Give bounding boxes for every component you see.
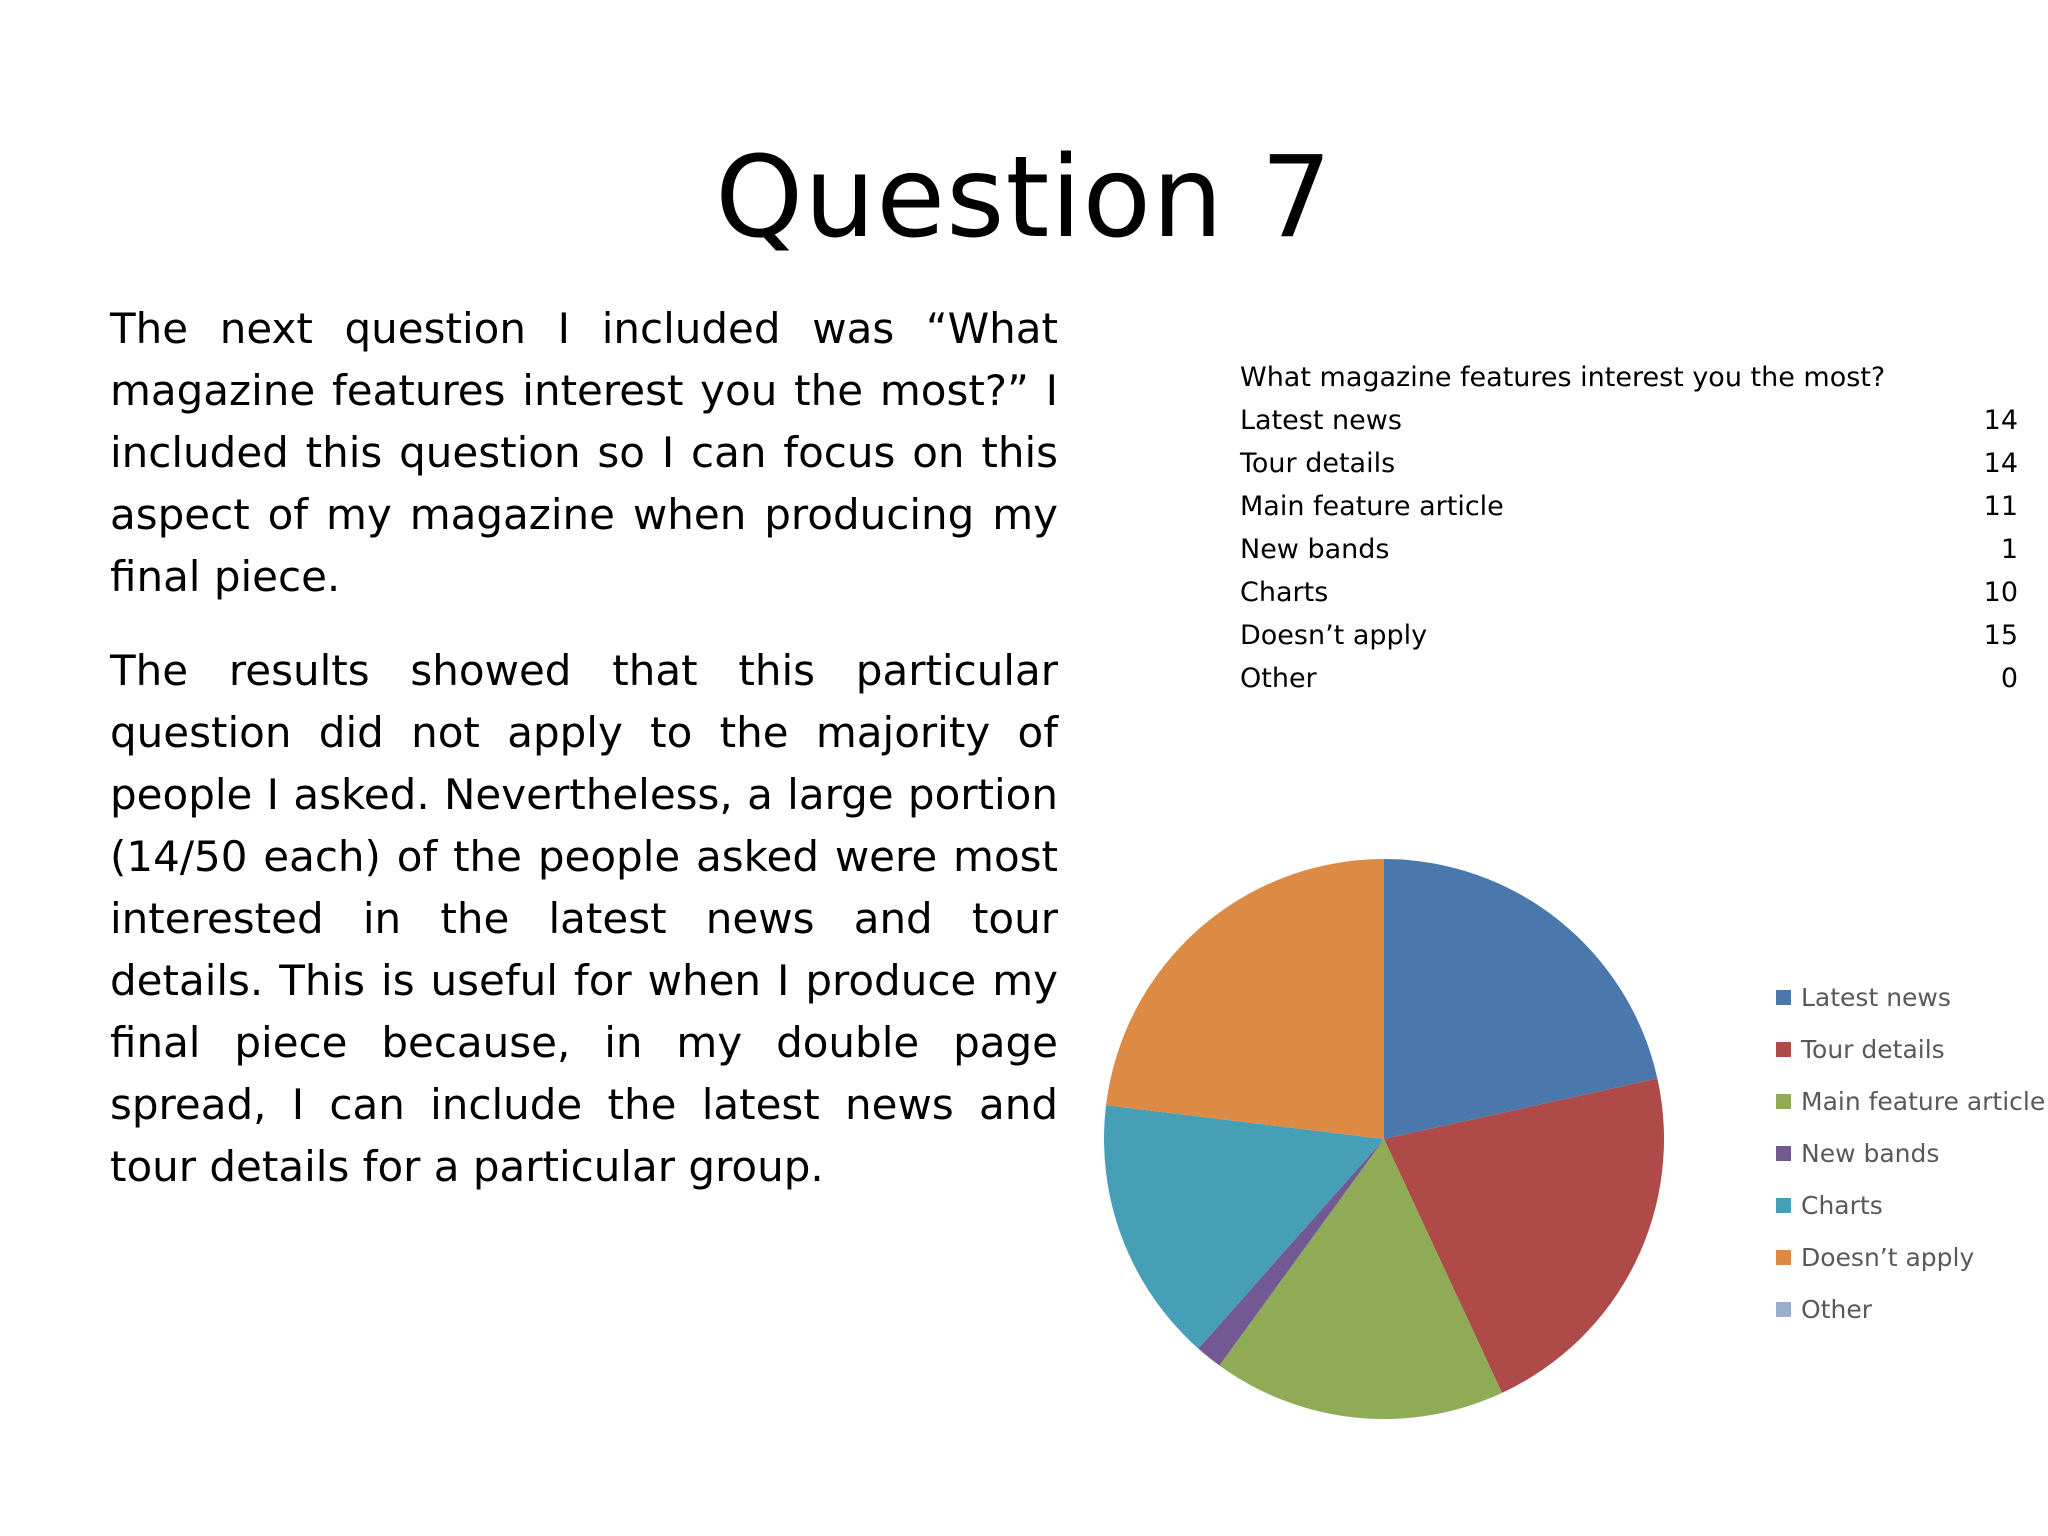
row-value: 11 bbox=[1983, 491, 2018, 522]
row-label: Latest news bbox=[1240, 405, 1402, 436]
row-value: 10 bbox=[1983, 577, 2018, 608]
legend-label: Tour details bbox=[1801, 1034, 1945, 1064]
legend-item bbox=[1776, 1075, 2045, 1127]
table-row bbox=[1240, 571, 2018, 614]
legend-label: New bands bbox=[1801, 1138, 1940, 1168]
table-row bbox=[1240, 614, 2018, 657]
row-value: 0 bbox=[2000, 663, 2018, 694]
row-label: Main feature article bbox=[1240, 491, 1504, 522]
row-label: Charts bbox=[1240, 577, 1329, 608]
pie-slice-doesn-t-apply bbox=[1106, 859, 1384, 1139]
row-value: 14 bbox=[1983, 405, 2018, 436]
legend-swatch bbox=[1776, 1198, 1791, 1213]
legend-label: Other bbox=[1801, 1294, 1872, 1324]
table-row bbox=[1240, 399, 2018, 442]
legend-label: Main feature article bbox=[1801, 1086, 2046, 1116]
legend-item bbox=[1776, 1231, 2045, 1283]
pie-chart-svg bbox=[1100, 850, 1700, 1450]
row-label: Tour details bbox=[1240, 448, 1396, 479]
row-value: 15 bbox=[1983, 620, 2018, 651]
legend-swatch bbox=[1776, 1250, 1791, 1265]
legend-label: Doesn’t apply bbox=[1801, 1242, 1975, 1272]
legend-swatch bbox=[1776, 990, 1791, 1005]
slide-title: Question 7 bbox=[715, 133, 1333, 263]
row-label: New bands bbox=[1240, 534, 1390, 565]
legend-item bbox=[1776, 1283, 2045, 1335]
paragraph-results: The results showed that this particular question did not apply to the majority of people I asked. Nevertheless, a large portion (14/50 each) of the people asked were most interested in the latest news and tour details. This is useful for when I produce my final piece because, in my double page spread, I can include the latest news and tour details for a particular group. bbox=[110, 646, 1058, 1191]
body-text bbox=[110, 298, 1058, 1230]
row-label: Doesn’t apply bbox=[1240, 620, 1428, 651]
legend-label: Charts bbox=[1801, 1190, 1883, 1220]
legend-label: Latest news bbox=[1801, 982, 1951, 1012]
chart-legend bbox=[1776, 971, 2045, 1335]
table-row bbox=[1240, 485, 2018, 528]
legend-item bbox=[1776, 1127, 2045, 1179]
legend-item bbox=[1776, 1179, 2045, 1231]
table-row bbox=[1240, 528, 2018, 571]
data-table bbox=[1240, 356, 2018, 700]
row-label: Other bbox=[1240, 663, 1317, 694]
legend-swatch bbox=[1776, 1094, 1791, 1109]
table-row bbox=[1240, 657, 2018, 700]
legend-swatch bbox=[1776, 1302, 1791, 1317]
table-row bbox=[1240, 442, 2018, 485]
legend-swatch bbox=[1776, 1042, 1791, 1057]
table-title: What magazine features interest you the most? bbox=[1240, 362, 1886, 393]
paragraph-intro: The next question I included was “What magazine features interest you the most?” I included this question so I can focus on this aspect of my magazine when producing my final piece. bbox=[110, 304, 1058, 601]
row-value: 1 bbox=[2000, 534, 2018, 565]
legend-item bbox=[1776, 1023, 2045, 1075]
row-value: 14 bbox=[1983, 448, 2018, 479]
legend-swatch bbox=[1776, 1146, 1791, 1161]
legend-item bbox=[1776, 971, 2045, 1023]
